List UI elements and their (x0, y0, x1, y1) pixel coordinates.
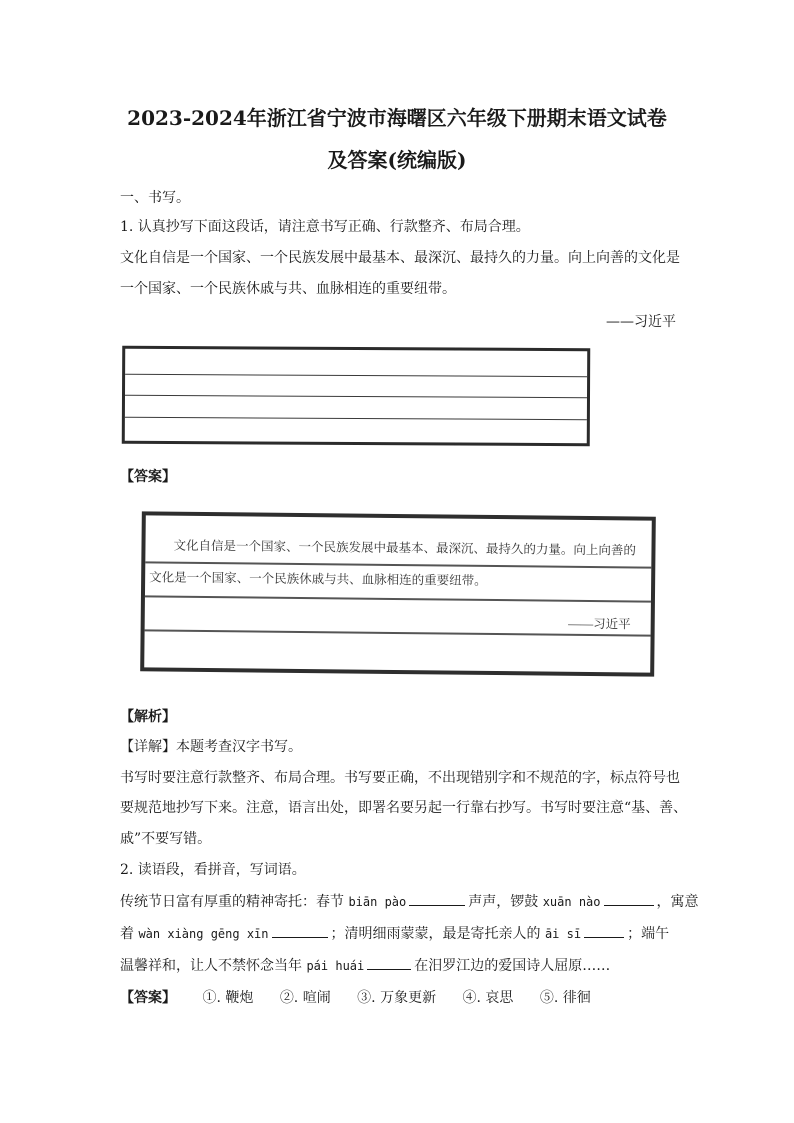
q2-text: ；端午 (627, 926, 670, 942)
q2-text: ；清明细雨蒙蒙，最是寄托亲人的 (330, 926, 541, 942)
q2-answer-row (120, 987, 676, 1009)
document-title-line2: 及答案(统编版) (327, 148, 467, 172)
section-heading: 一、书写。 (120, 190, 190, 206)
q2-text: 温馨祥和，让人不禁怀念当年 (120, 958, 302, 974)
document-title-line1: 2023-2024年浙江省宁波市海曙区六年级下册期末语文试卷 (127, 106, 667, 130)
q2-answer-label: 【答案】 (120, 990, 176, 1006)
pinyin-1: biān pào (348, 895, 407, 909)
q2-sentence-line-2 (120, 923, 676, 945)
writing-rule (125, 417, 587, 420)
passage-line-1: 文化自信是一个国家、一个民族发展中最基本、最深沉、最持久的力量。向上向善的文化是 (120, 250, 680, 266)
answer-handwriting-line-1: 文化自信是一个国家、一个民族发展中最基本、最深沉、最持久的力量。向上向善的 (173, 538, 637, 558)
analysis-label: 【解析】 (120, 709, 176, 725)
writing-box-answer-image (140, 511, 656, 676)
pinyin-4: āi sī (544, 927, 582, 941)
answer-handwriting-attribution: ——习近平 (568, 616, 631, 632)
writing-rule (125, 374, 587, 377)
q2-sentence-line-3 (120, 955, 676, 977)
q2-answer-4: ④. 哀思 (462, 990, 514, 1006)
q2-answer-5: ⑤. 徘徊 (539, 990, 591, 1006)
explanation-line-3: 戚”不要写错。 (120, 831, 212, 847)
q2-answer-2: ②. 喧闹 (279, 990, 331, 1006)
passage-line-2: 一个国家、一个民族休戚与共、血脉相连的重要纽带。 (120, 281, 456, 297)
passage-attribution: ——习近平 (606, 314, 676, 330)
q2-answer-1: ①. 鞭炮 (202, 990, 254, 1006)
writing-rule (125, 395, 587, 398)
q2-answer-3: ③. 万象更新 (357, 990, 437, 1006)
q2-text: ，寓意 (656, 894, 699, 910)
writing-box-blank (122, 346, 591, 446)
answer-blank-3[interactable] (272, 923, 328, 938)
explanation-line-1: 书写时要注意行款整齐、布局合理。书写要正确，不出现错别字和不规范的字，标点符号也 (120, 770, 680, 786)
answer-label: 【答案】 (120, 469, 176, 485)
pinyin-2: xuān nào (542, 895, 601, 909)
question-1-prompt: 1. 认真抄写下面这段话，请注意书写正确、行款整齐、布局合理。 (120, 219, 530, 235)
q2-text: 在汨罗江边的爱国诗人屈原…… (414, 958, 611, 974)
pinyin-3: wàn xiàng gēng xīn (138, 927, 269, 941)
question-2-prompt: 2. 读语段，看拼音，写词语。 (120, 862, 306, 878)
q2-text: 传统节日富有厚重的精神寄托：春节 (120, 894, 344, 910)
q2-text: 声声，锣鼓 (468, 894, 539, 910)
answer-blank-5[interactable] (367, 955, 411, 970)
answer-blank-4[interactable] (584, 923, 624, 938)
q2-sentence-line-1 (120, 891, 699, 913)
writing-rule (145, 595, 651, 602)
answer-handwriting-line-2: 文化是一个国家、一个民族休戚与共、血脉相连的重要纽带。 (149, 570, 487, 588)
q2-text: 着 (120, 926, 134, 942)
answer-blank-2[interactable] (604, 891, 654, 906)
answer-blank-1[interactable] (409, 891, 465, 906)
explanation-line-2: 要规范地抄写下来。注意，语言出处，即署名要另起一行靠右抄写。书写时要注意“基、善、 (120, 800, 688, 816)
pinyin-5: pái huái (306, 959, 365, 973)
detail-text: 【详解】本题考查汉字书写。 (120, 739, 302, 755)
